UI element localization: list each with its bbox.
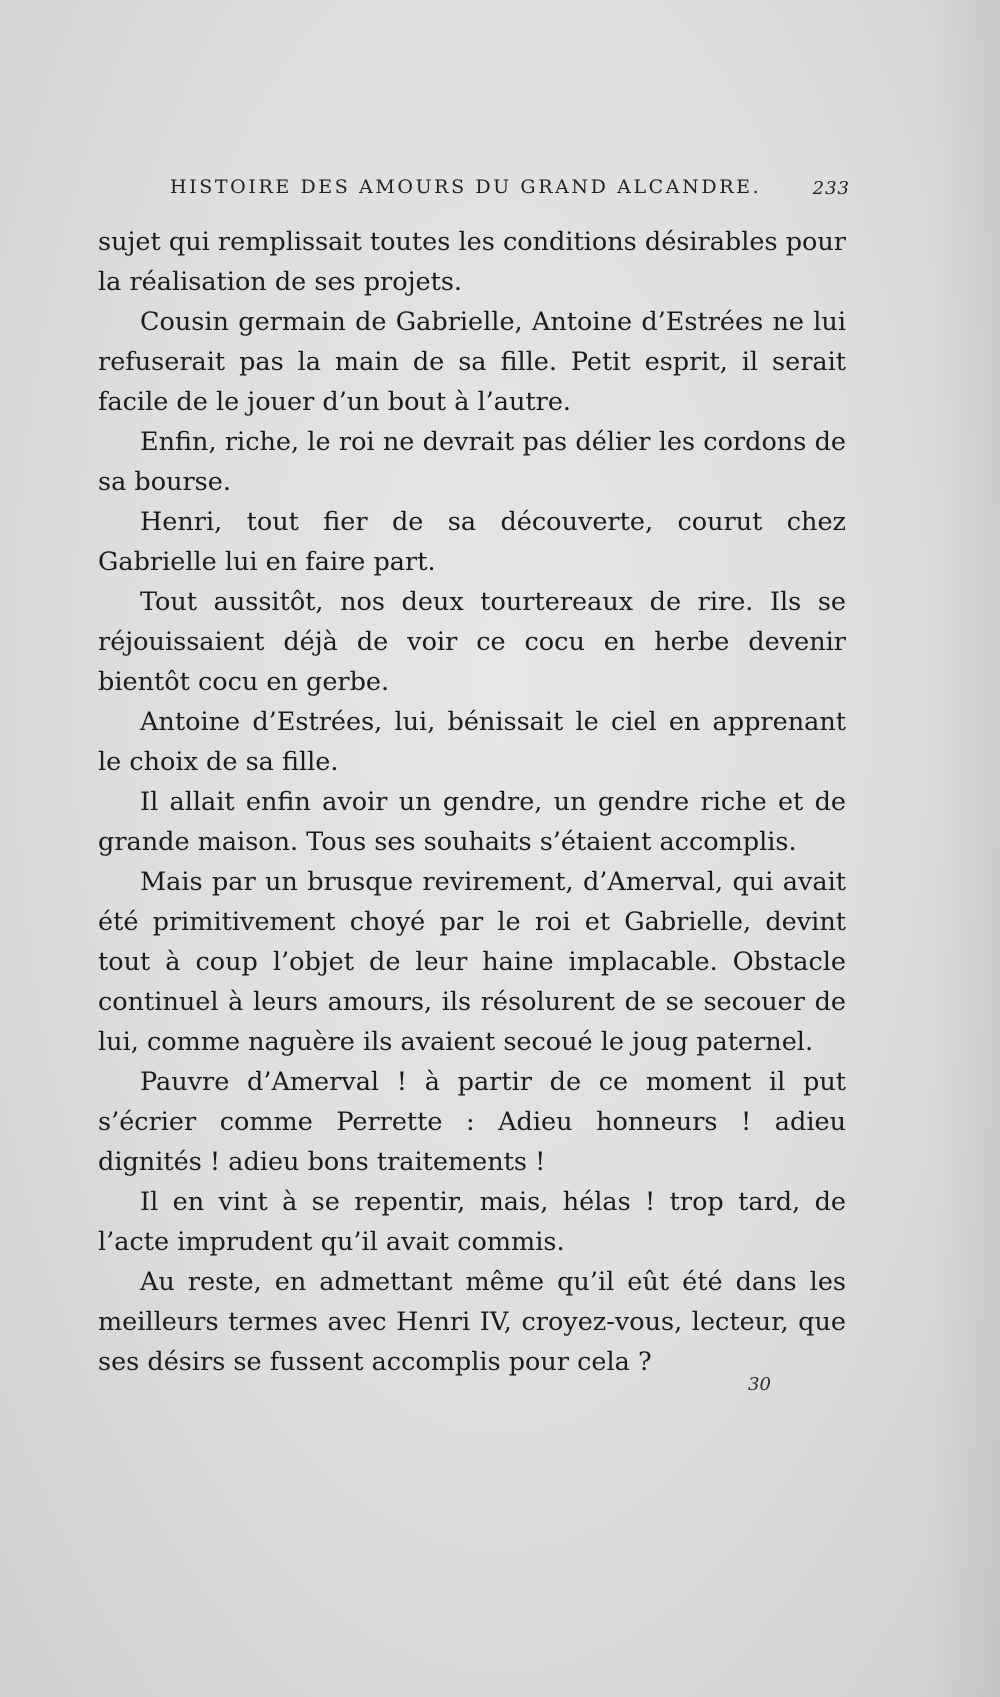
paragraph: Tout aussitôt, nos deux tourtereaux de rire. Ils se réjouissaient déjà de voir ce cocu en herbe devenir bientôt cocu en gerbe. — [98, 587, 846, 697]
paragraph: Enfin, riche, le roi ne devrait pas délier les cordons de sa bourse. — [98, 427, 846, 497]
paragraph: sujet qui remplissait toutes les conditions désirables pour la réalisation de ses projets. — [98, 227, 846, 297]
running-title: HISTOIRE DES AMOURS DU GRAND ALCANDRE. — [170, 176, 762, 198]
paragraph: Henri, tout fier de sa découverte, courut chez Gabrielle lui en faire part. — [98, 507, 846, 577]
paragraph: Pauvre d’Amerval ! à partir de ce moment il put s’écrier comme Perrette : Adieu honneurs ! adieu dignités ! adieu bons traitements ! — [98, 1067, 846, 1177]
signature-mark: 30 — [748, 1374, 771, 1395]
paragraph: Au reste, en admettant même qu’il eût été dans les meilleurs termes avec Henri IV, croyez-vous, lecteur, que ses désirs se fussent accomplis pour cela ? — [98, 1267, 846, 1377]
page-number: 233 — [812, 178, 850, 199]
paragraph: Mais par un brusque revirement, d’Amerval, qui avait été primitivement choyé par le roi et Gabrielle, devint tout à coup l’objet de leur haine implacable. Obstacle continuel à leurs amours, ils résolurent de se secouer de lui, comme naguère ils avaient secoué le joug paternel. — [98, 867, 846, 1057]
body-text — [98, 222, 846, 1382]
paragraph: Il allait enfin avoir un gendre, un gendre riche et de grande maison. Tous ses souhaits s’étaient accomplis. — [98, 787, 846, 857]
paragraph: Cousin germain de Gabrielle, Antoine d’Estrées ne lui refuserait pas la main de sa fille. Petit esprit, il serait facile de le jouer d’un bout à l’autre. — [98, 307, 846, 417]
running-header — [170, 176, 850, 206]
paragraph: Il en vint à se repentir, mais, hélas ! trop tard, de l’acte imprudent qu’il avait commis. — [98, 1187, 846, 1257]
paragraph: Antoine d’Estrées, lui, bénissait le ciel en apprenant le choix de sa fille. — [98, 707, 846, 777]
